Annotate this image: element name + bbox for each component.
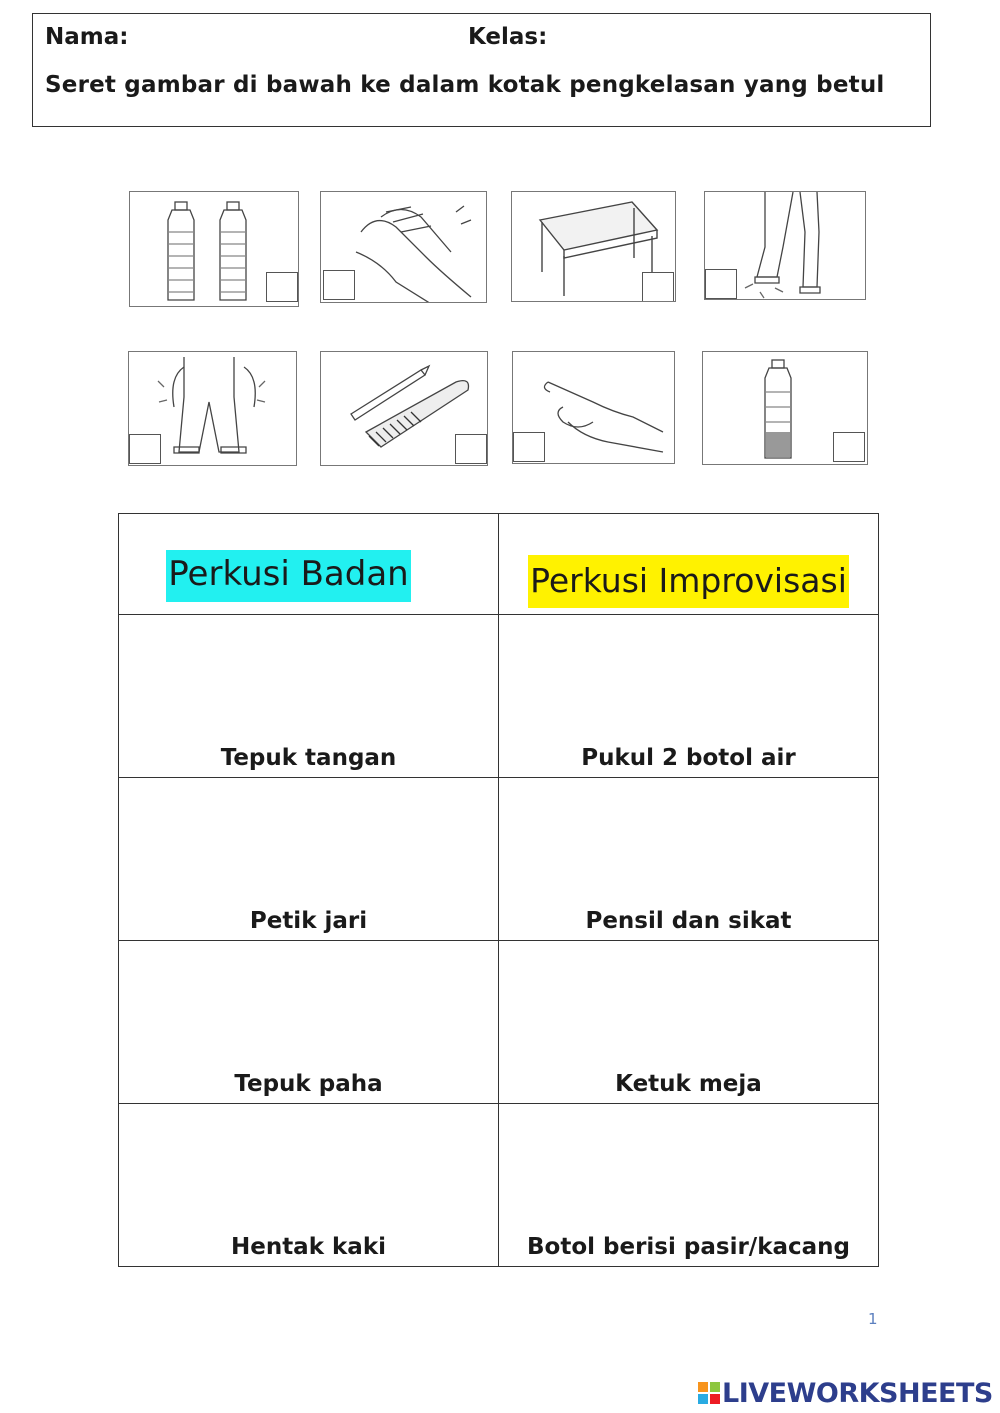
picture-card-thighs[interactable]	[128, 351, 297, 466]
cell-label: Ketuk meja	[615, 1071, 762, 1097]
picture-card-sand-bottle[interactable]	[702, 351, 868, 465]
class-label: Kelas:	[468, 24, 548, 50]
drop-zone-cell[interactable]	[499, 941, 879, 1104]
drop-slot[interactable]	[266, 272, 298, 302]
picture-card-bottles[interactable]	[129, 191, 299, 307]
picture-card-table[interactable]	[511, 191, 676, 302]
drop-zone-header-improv	[499, 514, 879, 615]
drop-zone-cell[interactable]	[119, 615, 499, 778]
header-box	[32, 13, 931, 127]
drop-zone-cell[interactable]	[499, 1104, 879, 1267]
instruction-text: Seret gambar di bawah ke dalam kotak pengkelasan yang betul	[45, 72, 885, 98]
drop-slot[interactable]	[642, 272, 674, 302]
cell-label: Hentak kaki	[230, 1234, 387, 1260]
header-perkusi-badan: Perkusi Badan	[166, 550, 410, 602]
drop-zone-cell[interactable]	[499, 778, 879, 941]
name-label: Nama:	[45, 24, 129, 50]
picture-card-clap[interactable]	[320, 191, 487, 303]
header-perkusi-improvisasi: Perkusi Improvisasi	[528, 555, 849, 608]
cell-label: Tepuk tangan	[220, 745, 397, 771]
classification-table	[118, 513, 879, 1267]
picture-card-stomp[interactable]	[704, 191, 866, 300]
picture-card-snap[interactable]	[512, 351, 675, 464]
cell-label: Petik jari	[249, 908, 368, 934]
page-number: 1	[868, 1310, 878, 1328]
drop-slot[interactable]	[513, 432, 545, 462]
drop-zone-header-body	[119, 514, 499, 615]
picture-card-pencil-comb[interactable]	[320, 351, 488, 466]
drop-slot[interactable]	[323, 270, 355, 300]
drop-slot[interactable]	[833, 432, 865, 462]
brand-text: LIVEWORKSHEETS	[722, 1378, 993, 1409]
brand-logo[interactable]	[698, 1378, 993, 1409]
drop-slot[interactable]	[705, 269, 737, 299]
cell-label: Botol berisi pasir/kacang	[527, 1234, 850, 1260]
drop-zone-cell[interactable]	[499, 615, 879, 778]
drop-slot[interactable]	[129, 434, 161, 464]
drop-zone-cell[interactable]	[119, 1104, 499, 1267]
liveworksheets-logo-icon	[698, 1382, 720, 1404]
cell-label: Tepuk paha	[234, 1071, 383, 1097]
drop-slot[interactable]	[455, 434, 487, 464]
cell-label: Pensil dan sikat	[585, 908, 792, 934]
drop-zone-cell[interactable]	[119, 941, 499, 1104]
cell-label: Pukul 2 botol air	[581, 745, 796, 771]
drop-zone-cell[interactable]	[119, 778, 499, 941]
